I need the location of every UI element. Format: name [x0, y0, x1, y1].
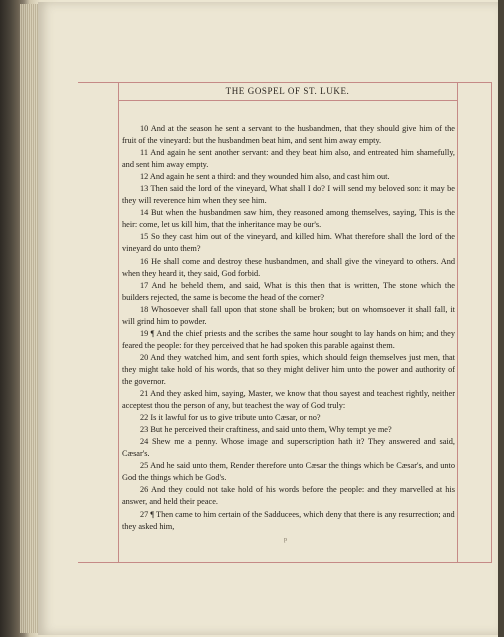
verse-15: 15 So they cast him out of the vineyard, and killed him. What therefore shall the lord of the vineyard do unto them? [122, 232, 455, 254]
verse-19: 19 ¶ And the chief priests and the scribes the same hour sought to lay hands on him; and they feared the people: for they perceived that he had spoken this parable against them. [122, 328, 455, 350]
frame-rule-left [118, 82, 119, 562]
verse-23: 23 But he perceived their craftiness, and said unto them, Why tempt ye me? [140, 425, 392, 435]
verse-24: 24 Shew me a penny. Whose image and superscription hath it? They answered and said, Cæsar's. [122, 437, 455, 459]
verse-12: 12 And again he sent a third: and they wounded him also, and cast him out. [140, 172, 390, 182]
verse-22: 22 Is it lawful for us to give tribute unto Cæsar, or no? [140, 413, 321, 423]
verse-13: 13 Then said the lord of the vineyard, What shall I do? I will send my beloved son: it may be they will reverence him when they see him. [122, 184, 455, 206]
verse-16: 16 He shall come and destroy these husbandmen, and shall give the vineyard to others. And when they heard it, they said, God forbid. [122, 256, 455, 278]
frame-rule-outer [491, 82, 492, 562]
verse-14: 14 But when the husbandmen saw him, they reasoned among themselves, saying, This is the heir: come, let us kill him, that the inheritance may be our's. [122, 208, 455, 230]
frame-rule-top [78, 82, 492, 83]
frame-rule-bottom [78, 562, 492, 563]
page-mark: p [284, 537, 287, 543]
scripture-text [122, 123, 455, 533]
verse-27: 27 ¶ Then came to him certain of the Sadducees, which deny that there is any resurrection; and they asked him, [122, 509, 455, 531]
verse-11: 11 And again he sent another servant: and they beat him also, and entreated him shamefully, and sent him away empty. [122, 148, 455, 170]
running-header: THE GOSPEL OF ST. LUKE. [225, 86, 350, 96]
page-edges [20, 4, 38, 633]
verse-17: 17 And he beheld them, and said, What is this then that is written, The stone which the builders rejected, the same is become the head of the corner? [122, 280, 455, 302]
verse-21: 21 And they asked him, saying, Master, we know that thou sayest and teachest rightly, neither acceptest thou the person of any, but teachest the way of God truly: [122, 389, 455, 411]
frame-rule-right [457, 82, 458, 562]
verse-26: 26 And they could not take hold of his words before the people: and they marvelled at his answer, and held their peace. [122, 485, 455, 507]
verse-18: 18 Whosoever shall fall upon that stone shall be broken; but on whomsoever it shall fall, it will grind him to powder. [122, 304, 455, 326]
verse-20: 20 And they watched him, and sent forth spies, which should feign themselves just men, that they might take hold of his words, that so they might deliver him unto the power and authority of the governor. [122, 352, 455, 386]
verse-25: 25 And he said unto them, Render therefore unto Cæsar the things which be Cæsar's, and unto God the things which be God's. [122, 461, 455, 483]
verse-10: 10 And at the season he sent a servant to the husbandmen, that they should give him of the fruit of the vineyard: but the husbandmen beat him, and sent him away empty. [122, 124, 455, 146]
header-rule [118, 100, 457, 101]
right-edge [498, 0, 504, 637]
